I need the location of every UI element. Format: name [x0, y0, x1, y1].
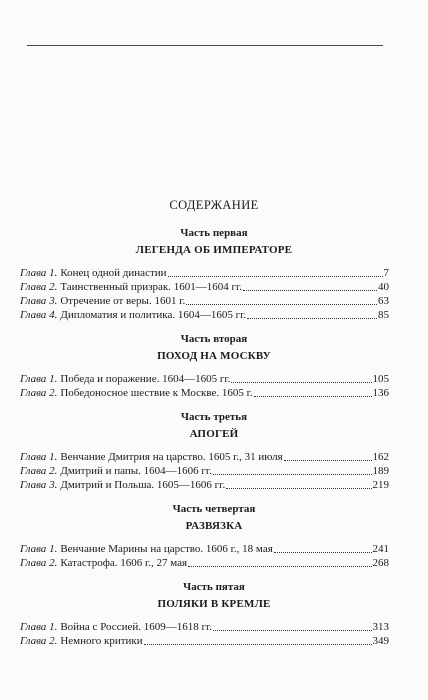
dot-leader [186, 303, 377, 305]
chapter-label [20, 464, 57, 478]
chapter-entry [20, 634, 389, 648]
chapter-page: 63 [378, 295, 389, 307]
chapter-label-word: Глава [20, 479, 47, 491]
dot-leader [247, 317, 377, 319]
chapter-list [0, 450, 428, 492]
part-label: Часть третья [180, 411, 248, 423]
part-label: Часть пятая [183, 581, 245, 593]
chapter-label [20, 556, 57, 570]
chapter-number: 1. [49, 543, 58, 555]
chapter-number: 2. [49, 281, 58, 293]
chapter-label [20, 542, 57, 556]
chapter-page: 136 [372, 387, 389, 399]
chapter-page: 241 [372, 543, 389, 555]
chapter-list [0, 542, 428, 570]
part-label: Часть вторая [180, 333, 248, 345]
chapter-page: 219 [372, 479, 389, 491]
toc-part [0, 226, 428, 322]
chapter-number: 2. [49, 465, 58, 477]
chapter-title: Катастрофа. 1606 г., 27 мая [60, 557, 188, 569]
chapter-label-word: Глава [20, 281, 47, 293]
part-title: ПОЛЯКИ В КРЕМЛЕ [157, 598, 271, 610]
chapter-entry [20, 294, 389, 308]
chapter-page: 349 [372, 635, 389, 647]
toc-part [0, 502, 428, 570]
dot-leader [254, 395, 372, 397]
chapter-label-word: Глава [20, 267, 47, 279]
chapter-page: 189 [372, 465, 389, 477]
chapter-page: 40 [378, 281, 389, 293]
chapter-number: 1. [49, 451, 58, 463]
chapter-label [20, 478, 57, 492]
chapter-number: 1. [49, 267, 58, 279]
chapter-title: Отречение от веры. 1601 г. [60, 295, 186, 307]
chapter-page: 268 [372, 557, 389, 569]
chapter-entry [20, 280, 389, 294]
chapter-list [0, 266, 428, 322]
chapter-title: Таинственный призрак. 1601—1604 гг. [60, 281, 243, 293]
chapter-number: 1. [49, 373, 58, 385]
chapter-page: 85 [378, 309, 389, 321]
chapter-page: 7 [383, 267, 389, 279]
toc-title: СОДЕРЖАНИЕ [169, 198, 259, 212]
chapter-label-word: Глава [20, 465, 47, 477]
chapter-entry [20, 386, 389, 400]
part-label: Часть четвертая [172, 503, 256, 515]
chapter-label [20, 294, 57, 308]
chapter-title: Война с Россией. 1609—1618 гг. [60, 621, 213, 633]
chapter-label-word: Глава [20, 387, 47, 399]
chapter-entry [20, 478, 389, 492]
dot-leader [213, 629, 371, 631]
chapter-label-word: Глава [20, 635, 47, 647]
chapter-page: 313 [372, 621, 389, 633]
dot-leader [274, 551, 372, 553]
part-title: РАЗВЯЗКА [185, 520, 243, 532]
chapter-label-word: Глава [20, 621, 47, 633]
chapter-label [20, 266, 57, 280]
chapter-label [20, 450, 57, 464]
chapter-number: 2. [49, 387, 58, 399]
chapter-title: Немного критики [60, 635, 143, 647]
chapter-number: 2. [49, 557, 58, 569]
chapter-label-word: Глава [20, 373, 47, 385]
chapter-title: Венчание Дмитрия на царство. 1605 г., 31 июля [60, 451, 283, 463]
chapter-title: Победа и поражение. 1604—1605 гг. [60, 373, 231, 385]
chapter-label [20, 372, 57, 386]
toc-part [0, 580, 428, 648]
chapter-label-word: Глава [20, 451, 47, 463]
chapter-label-word: Глава [20, 557, 47, 569]
dot-leader [144, 643, 372, 645]
chapter-label [20, 386, 57, 400]
chapter-list [0, 620, 428, 648]
chapter-page: 162 [372, 451, 389, 463]
dot-leader [284, 459, 372, 461]
chapter-entry [20, 620, 389, 634]
dot-leader [168, 275, 383, 277]
dot-leader [226, 487, 371, 489]
chapter-title: Дмитрий и папы. 1604—1606 гг. [60, 465, 212, 477]
chapter-label-word: Глава [20, 295, 47, 307]
chapter-title: Дмитрий и Польша. 1605—1606 гг. [60, 479, 226, 491]
chapter-entry [20, 372, 389, 386]
chapter-page: 105 [372, 373, 389, 385]
chapter-label-word: Глава [20, 543, 47, 555]
part-title: ЛЕГЕНДА ОБ ИМПЕРАТОРЕ [135, 244, 293, 256]
chapter-title: Конец одной династии [60, 267, 167, 279]
chapter-entry [20, 266, 389, 280]
chapter-label [20, 620, 57, 634]
chapter-title: Дипломатия и политика. 1604—1605 гг. [60, 309, 247, 321]
chapter-number: 2. [49, 635, 58, 647]
chapter-label [20, 308, 57, 322]
chapter-label-word: Глава [20, 309, 47, 321]
chapter-entry [20, 464, 389, 478]
dot-leader [213, 473, 372, 475]
toc-part [0, 332, 428, 400]
toc-parts [0, 226, 428, 658]
top-rule [27, 45, 383, 46]
chapter-title: Венчание Марины на царство. 1606 г., 18 мая [60, 543, 273, 555]
chapter-number: 3. [49, 295, 58, 307]
chapter-entry [20, 450, 389, 464]
dot-leader [243, 289, 377, 291]
chapter-label [20, 634, 57, 648]
toc-part [0, 410, 428, 492]
chapter-list [0, 372, 428, 400]
chapter-number: 1. [49, 621, 58, 633]
chapter-number: 4. [49, 309, 58, 321]
dot-leader [188, 565, 371, 567]
part-title: ПОХОД НА МОСКВУ [157, 350, 271, 362]
chapter-label [20, 280, 57, 294]
dot-leader [231, 381, 371, 383]
part-title: АПОГЕЙ [189, 428, 239, 440]
chapter-entry [20, 542, 389, 556]
part-label: Часть первая [180, 227, 248, 239]
chapter-title: Победоносное шествие к Москве. 1605 г. [60, 387, 253, 399]
chapter-entry [20, 556, 389, 570]
chapter-entry [20, 308, 389, 322]
chapter-number: 3. [49, 479, 58, 491]
